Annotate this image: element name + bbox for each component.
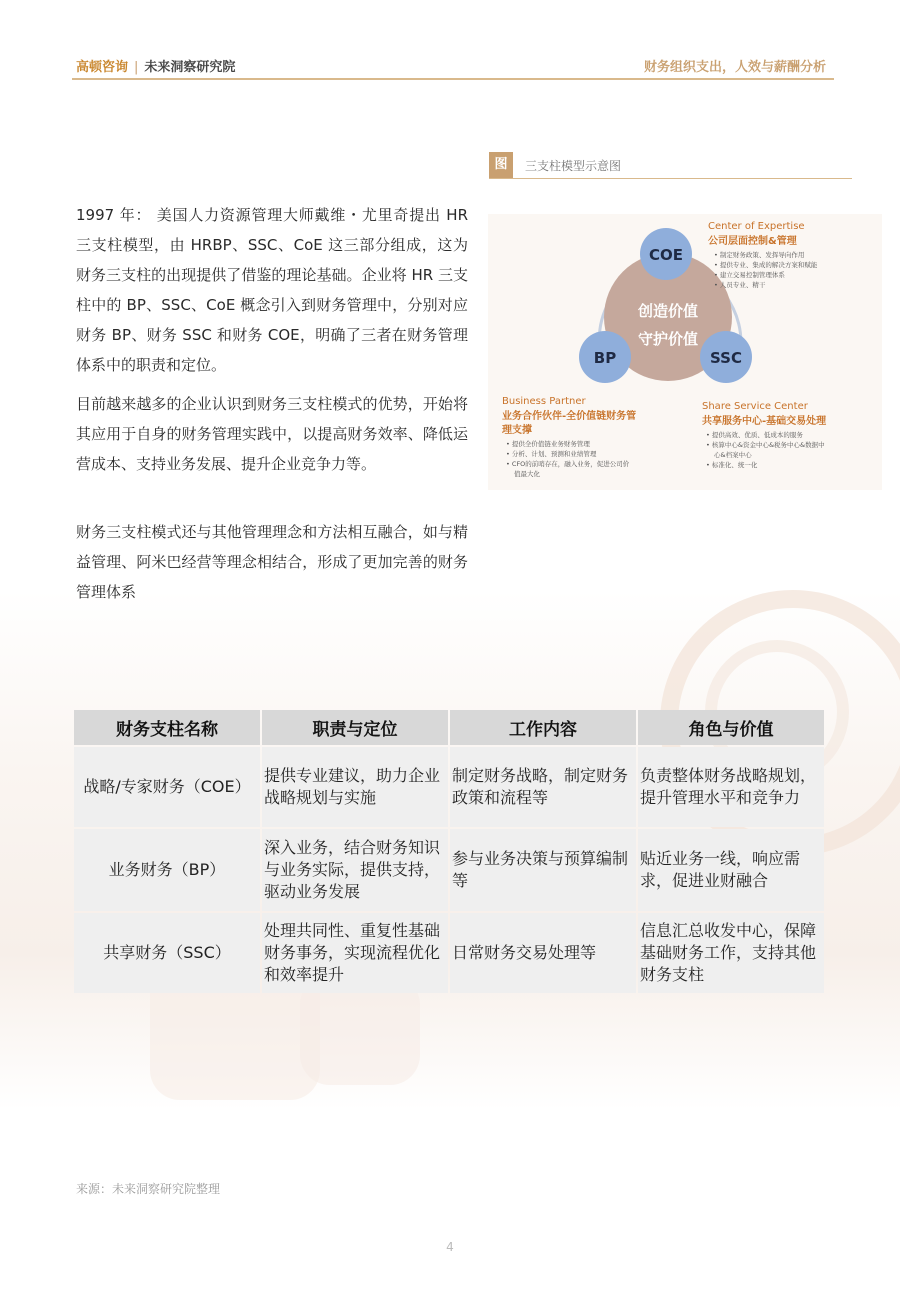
pillar-name-cell: 共享财务（SSC）: [74, 913, 260, 993]
page-header: [72, 50, 834, 80]
coe-bullet: • 建立交易控制管理体系: [714, 271, 785, 279]
three-pillar-diagram: [488, 214, 882, 490]
work-content-cell: 日常财务交易处理等: [450, 913, 636, 993]
ssc-bullet: • 提供高效、优质、低成本的服务: [706, 431, 803, 439]
diagram-svg: [488, 214, 882, 490]
coe-node-label: COE: [648, 246, 684, 264]
responsibility-cell: 深入业务，结合财务知识与业务实际，提供支持，驱动业务发展: [262, 829, 448, 911]
header-work-content: 工作内容: [450, 710, 636, 745]
bp-chinese-title: 业务合作伙伴-全价值链财务管: [502, 411, 637, 422]
brand-name: 高顿咨询: [76, 60, 129, 75]
ssc-bullet-cont: 心&档案中心: [714, 451, 752, 459]
table-row: [74, 829, 824, 911]
bp-bullet: • 分析、计划、预测和业绩管理: [506, 450, 597, 458]
paragraph-integration: 财务三支柱模式还与其他管理理念和方法相互融合，如与精益管理、阿米巴经营等理念相结合，形成了更加完善的财务管理体系: [76, 523, 468, 601]
finance-pillars-table: [72, 708, 826, 995]
ssc-bullet: • 标准化、统一化: [706, 461, 758, 469]
work-content-cell: 参与业务决策与预算编制等: [450, 829, 636, 911]
paragraph-history: 1997 年： 美国人力资源管理大师戴维・尤里奇提出 HR 三支柱模型，由 HRBP、SSC、CoE 这三部分组成，这为财务三支柱的出现提供了借鉴的理论基础。企业将 HR 三支柱中的 BP、SSC、CoE 概念引入到财务管理中，分别对应财务 BP、财务 SSC 和财务 COE，明确了三者在财务管理体系中的职责和定位。: [76, 206, 468, 374]
bp-node-label: BP: [593, 349, 617, 367]
responsibility-cell: 处理共同性、重复性基础财务事务，实现流程优化和效率提升: [262, 913, 448, 993]
header-pillar-name: 财务支柱名称: [74, 710, 260, 745]
pillar-name-cell: 战略/专家财务（COE）: [74, 747, 260, 827]
role-value-cell: 负责整体财务战略规划，提升管理水平和竞争力: [638, 747, 824, 827]
role-value-cell: 信息汇总收发中心，保障基础财务工作，支持其他财务支柱: [638, 913, 824, 993]
work-content-cell: 制定财务战略，制定财务政策和流程等: [450, 747, 636, 827]
ssc-bullet: • 核算中心&资金中心&税务中心&数据中: [706, 441, 825, 449]
bp-bullet: • 提供全价值链业务财务管理: [506, 440, 590, 448]
header-brand: [76, 56, 235, 75]
table-header-row: [74, 710, 824, 745]
header-separator: |: [134, 60, 139, 75]
institute-name: 未来洞察研究院: [144, 60, 236, 75]
coe-english-title: Center of Expertise: [708, 221, 805, 232]
bp-bullet: • CFO的前哨存在，融入业务，促进公司价: [506, 460, 630, 468]
table-row: [74, 747, 824, 827]
responsibility-cell: 提供专业建议，助力企业战略规划与实施: [262, 747, 448, 827]
coe-chinese-title: 公司层面控制&管理: [708, 236, 797, 247]
paragraph-adoption: 目前越来越多的企业认识到财务三支柱模式的优势，开始将其应用于自身的财务管理实践中，以提高财务效率、降低运营成本、支持业务发展、提升企业竞争力等。: [76, 395, 468, 473]
ssc-english-title: Share Service Center: [702, 401, 808, 412]
bp-english-title: Business Partner: [502, 396, 586, 407]
figure-caption: [489, 152, 852, 179]
figure-title: 三支柱模型示意图: [525, 159, 622, 173]
bp-bullet-cont: 值最大化: [514, 470, 540, 478]
page-number: 4: [446, 1240, 454, 1254]
header-responsibility: 职责与定位: [262, 710, 448, 745]
center-label-guard: 守护价值: [637, 330, 699, 348]
ssc-chinese-title: 共享服务中心-基础交易处理: [702, 416, 827, 427]
coe-bullet: • 人员专业、精干: [714, 281, 766, 289]
center-label-create: 创造价值: [637, 302, 699, 320]
figure-badge: 图: [489, 152, 513, 178]
ssc-node-label: SSC: [710, 349, 742, 367]
source-note: 来源：未来洞察研究院整理: [76, 1182, 221, 1196]
table-row: [74, 913, 824, 993]
header-role-value: 角色与价值: [638, 710, 824, 745]
bp-chinese-title-cont: 理支撑: [502, 425, 532, 436]
report-title: 财务组织支出，人效与薪酬分析: [643, 60, 826, 75]
role-value-cell: 贴近业务一线，响应需求，促进业财融合: [638, 829, 824, 911]
pillar-name-cell: 业务财务（BP）: [74, 829, 260, 911]
coe-bullet: • 制定财务政策、发挥导向作用: [714, 251, 805, 259]
coe-bullet: • 提供专业、集成的解决方案和赋能: [714, 261, 818, 269]
